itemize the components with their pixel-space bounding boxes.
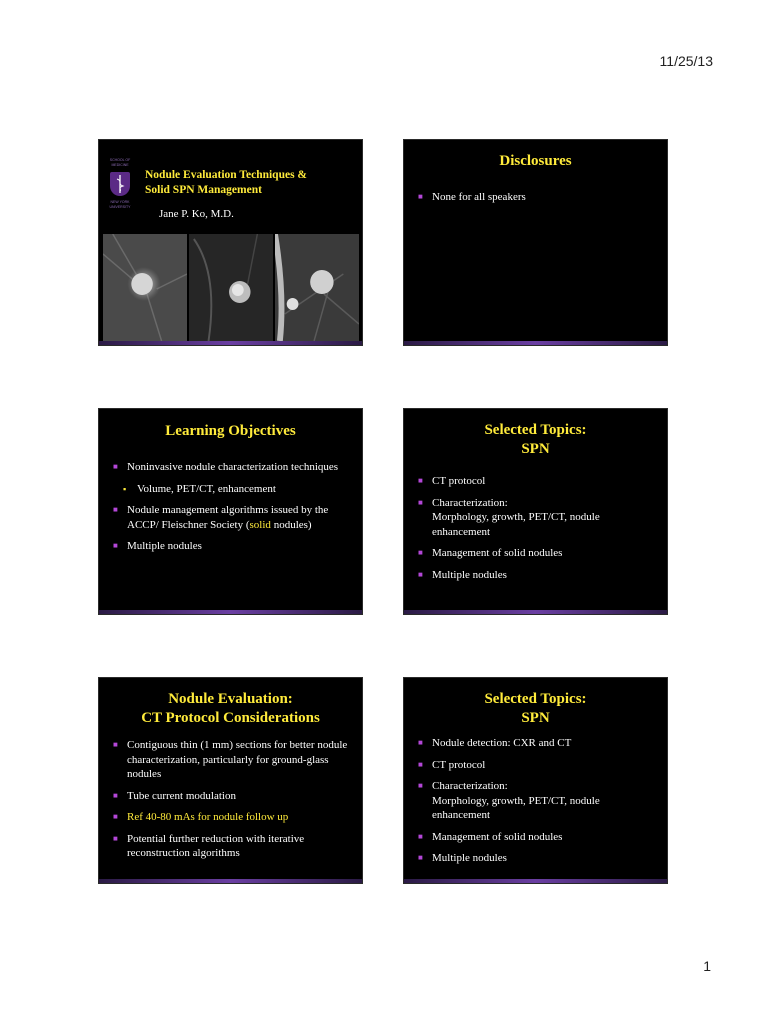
bullet-text: Morphology, growth, PET/CT, nodule enhancement xyxy=(432,511,600,538)
bullet-item xyxy=(113,460,352,475)
bullet-item xyxy=(418,546,657,561)
sub-bullet-icon: ▪ xyxy=(123,483,127,494)
bullet-icon: ■ xyxy=(113,541,118,550)
bullet-item xyxy=(418,758,657,773)
slide-title-line: Nodule Evaluation: xyxy=(168,691,293,707)
logo-text-line: SCHOOL OF xyxy=(109,158,131,162)
bullet-text: Characterization: xyxy=(432,780,508,792)
ct-image-nodule-1 xyxy=(103,234,187,341)
bullet-text: Characterization: xyxy=(432,496,508,509)
bullet-item xyxy=(418,190,657,205)
bullet-item xyxy=(113,539,352,554)
bullet-text: Nodule management algorithms issued by the ACCP/ Fleischner Society ( xyxy=(127,504,329,531)
bullet-item xyxy=(113,832,352,861)
shield-icon xyxy=(110,172,130,196)
bullet-text: None for all speakers xyxy=(432,191,526,203)
bullet-item xyxy=(418,830,657,845)
slide-title: Learning Objectives xyxy=(165,423,296,439)
bullet-icon: ■ xyxy=(418,192,423,201)
bullet-icon: ■ xyxy=(113,740,118,749)
slide-5-ct-protocol xyxy=(99,678,362,883)
slide-title-line: Nodule Evaluation Techniques & xyxy=(145,169,308,181)
logo-text-line: NEW YORK xyxy=(110,200,130,204)
bullet-icon: ■ xyxy=(418,853,423,862)
logo-text-line: MEDICINE xyxy=(111,163,129,167)
bullet-icon: ■ xyxy=(418,738,423,747)
bullet-text: Multiple nodules xyxy=(432,568,507,581)
bullet-icon: ■ xyxy=(113,462,118,471)
bullet-item xyxy=(113,738,352,782)
bullet-item xyxy=(418,736,657,751)
slide-title xyxy=(404,690,667,728)
bullet-icon: ■ xyxy=(113,833,118,843)
bullet-icon: ■ xyxy=(418,759,423,769)
slide-title xyxy=(145,168,345,198)
university-logo xyxy=(105,156,135,218)
bullet-icon: ■ xyxy=(418,476,423,485)
highlight-text: Ref 40-80 mAs for nodule follow up xyxy=(127,811,289,823)
ct-image-nodule-2 xyxy=(189,234,273,341)
bullet-text: Management of solid nodules xyxy=(432,547,563,559)
ct-images xyxy=(103,234,359,341)
bullet-text: Volume, PET/CT, enhancement xyxy=(137,482,276,495)
slide-title xyxy=(99,690,362,728)
ct-image-nodule-3 xyxy=(275,234,359,341)
bullet-icon: ■ xyxy=(418,569,423,579)
bullet-text: CT protocol xyxy=(432,758,486,771)
bullet-text: Nodule detection: CXR and CT xyxy=(432,737,572,749)
slide-4-selected-topics xyxy=(404,409,667,614)
bullet-text: Multiple nodules xyxy=(432,852,507,864)
bullet-icon: ■ xyxy=(113,790,118,800)
slide-3-learning-objectives xyxy=(99,409,362,614)
bullet-text: Noninvasive nodule characterization techniques xyxy=(127,461,339,473)
slide-title-line: Selected Topics: xyxy=(484,691,587,707)
slide-6-selected-topics xyxy=(404,678,667,883)
slide-title-line: Solid SPN Management xyxy=(145,184,262,196)
bullet-text: Tube current modulation xyxy=(127,789,236,802)
bullet-item xyxy=(418,779,657,823)
bullet-text: CT protocol xyxy=(432,475,486,487)
slide-title: Disclosures xyxy=(499,153,572,169)
bullet-icon: ■ xyxy=(418,831,423,841)
bullet-item xyxy=(113,789,352,804)
slide-title-line: SPN xyxy=(521,441,550,457)
bullet-icon: ■ xyxy=(113,812,118,821)
bullet-text: Management of solid nodules xyxy=(432,830,563,843)
bullet-text: Contiguous thin (1 mm) sections for better nodule characterization, particularly for ground-glass nodules xyxy=(127,739,348,780)
logo-text-line: UNIVERSITY xyxy=(109,205,131,209)
bullet-item xyxy=(113,810,352,825)
slide-title-line: CT Protocol Considerations xyxy=(141,710,320,726)
sub-bullet-item xyxy=(113,482,352,497)
bullet-text: Multiple nodules xyxy=(127,540,202,552)
slide-title-line: SPN xyxy=(521,710,550,726)
slide-2-disclosures xyxy=(404,140,667,345)
bullet-item xyxy=(418,496,657,540)
bullet-text: Potential further reduction with iterative reconstruction algorithms xyxy=(127,832,305,859)
bullet-icon: ■ xyxy=(113,505,118,514)
bullet-icon: ■ xyxy=(418,548,423,557)
slide-1-title xyxy=(99,140,362,345)
bullet-item xyxy=(418,474,657,489)
bullet-icon: ■ xyxy=(418,497,423,507)
author-name: Jane P. Ko, M.D. xyxy=(159,208,234,220)
page-number: 1 xyxy=(703,958,711,974)
bullet-item xyxy=(418,568,657,583)
highlight-text: solid xyxy=(249,518,271,531)
bullet-item xyxy=(113,503,352,532)
bullet-item xyxy=(418,851,657,866)
slide-title-line: Selected Topics: xyxy=(484,422,587,438)
bullet-text: Morphology, growth, PET/CT, nodule enhancement xyxy=(432,794,600,821)
page-date: 11/25/13 xyxy=(659,53,713,69)
bullet-icon: ■ xyxy=(418,781,423,790)
slide-title xyxy=(404,421,667,459)
bullet-text: nodules) xyxy=(270,518,312,531)
